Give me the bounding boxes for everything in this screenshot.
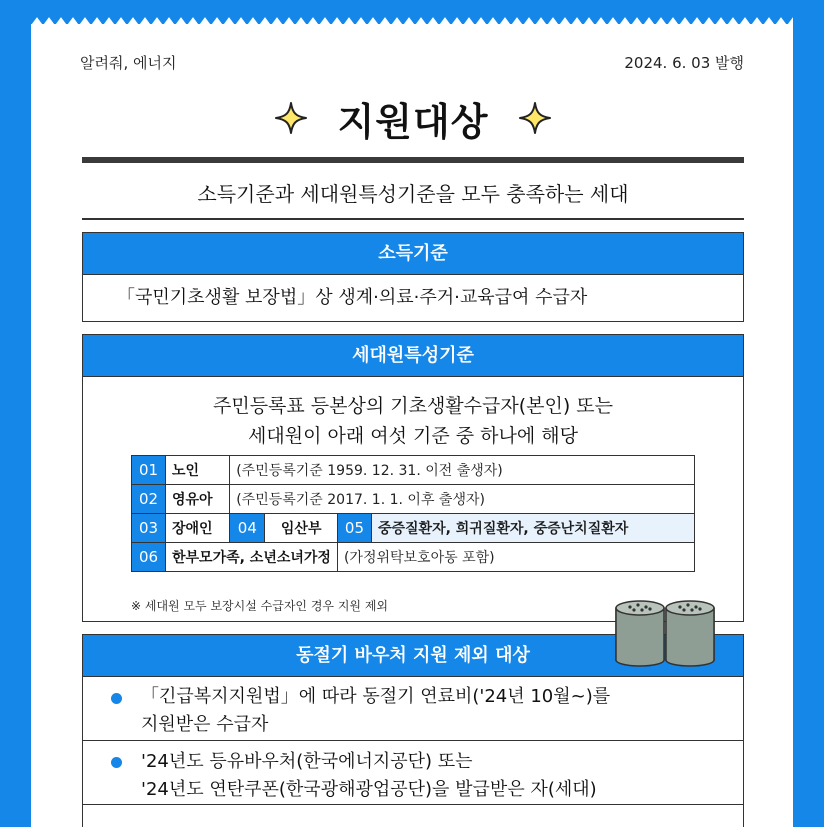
table-row xyxy=(132,543,695,572)
criteria-label: 한부모가족, 소년소녀가정 xyxy=(166,543,338,572)
criteria-note: (주민등록기준 2017. 1. 1. 이후 출생자) xyxy=(230,485,695,514)
criteria-note: (가정위탁보호아동 포함) xyxy=(337,543,694,572)
sparkle-icon xyxy=(274,101,308,135)
title-divider xyxy=(82,157,744,163)
criteria-number: 05 xyxy=(337,514,371,543)
criteria-number: 04 xyxy=(230,514,265,543)
household-criteria-heading: 세대원특성기준 xyxy=(83,335,743,377)
bullet-icon xyxy=(111,757,122,768)
list-item xyxy=(83,677,743,741)
criteria-number: 02 xyxy=(132,485,166,514)
page-title: 지원대상 xyxy=(337,99,489,144)
paper-edge xyxy=(31,16,793,26)
subtitle-divider xyxy=(82,218,744,220)
list-item-line: 지원받은 수급자 xyxy=(141,714,269,735)
criteria-note: (주민등록기준 1959. 12. 31. 이전 출생자) xyxy=(230,456,695,485)
list-item xyxy=(83,741,743,805)
criteria-number: 03 xyxy=(132,514,166,543)
table-row xyxy=(132,514,695,543)
criteria-number: 01 xyxy=(132,456,166,485)
publisher-label: 알려줘, 에너지 xyxy=(80,54,177,72)
criteria-label: 장애인 xyxy=(166,514,230,543)
criteria-table xyxy=(131,455,695,572)
title-area xyxy=(82,92,744,144)
footnote: ※ 세대원 모두 보장시설 수급자인 경우 지원 제외 xyxy=(131,599,389,613)
publish-date: 2024. 6. 03 발행 xyxy=(624,54,744,72)
criteria-label: 중증질환자, 희귀질환자, 중증난치질환자 xyxy=(371,514,694,543)
criteria-label: 노인 xyxy=(166,456,230,485)
briquette-icon xyxy=(612,598,720,668)
criteria-label: 영유아 xyxy=(166,485,230,514)
exclusion-heading: 동절기 바우처 지원 제외 대상 xyxy=(83,635,743,677)
household-criteria-description xyxy=(83,391,743,451)
list-item-line: '24년도 등유바우처(한국에너지공단) 또는 xyxy=(141,751,473,772)
bullet-icon xyxy=(111,693,122,704)
income-criteria-heading: 소득기준 xyxy=(83,233,743,275)
table-row xyxy=(132,485,695,514)
criteria-number: 06 xyxy=(132,543,166,572)
household-criteria-box xyxy=(82,334,744,622)
subtitle: 소득기준과 세대원특성기준을 모두 충족하는 세대 xyxy=(197,182,629,206)
income-criteria-box xyxy=(82,232,744,322)
criteria-label: 임산부 xyxy=(265,514,338,543)
list-item-line: 「긴급복지지원법」에 따라 동절기 연료비('24년 10월~)를 xyxy=(141,686,611,707)
description-line: 세대원이 아래 여섯 기준 중 하나에 해당 xyxy=(248,425,578,447)
list-item-line: '24년도 연탄쿠폰(한국광해광업공단)을 발급받은 자(세대) xyxy=(141,779,597,800)
table-row xyxy=(132,456,695,485)
description-line: 주민등록표 등본상의 기초생활수급자(본인) 또는 xyxy=(212,395,614,417)
sparkle-icon xyxy=(518,101,552,135)
income-criteria-text: 「국민기초생활 보장법」상 생계·의료·주거·교육급여 수급자 xyxy=(117,287,588,308)
